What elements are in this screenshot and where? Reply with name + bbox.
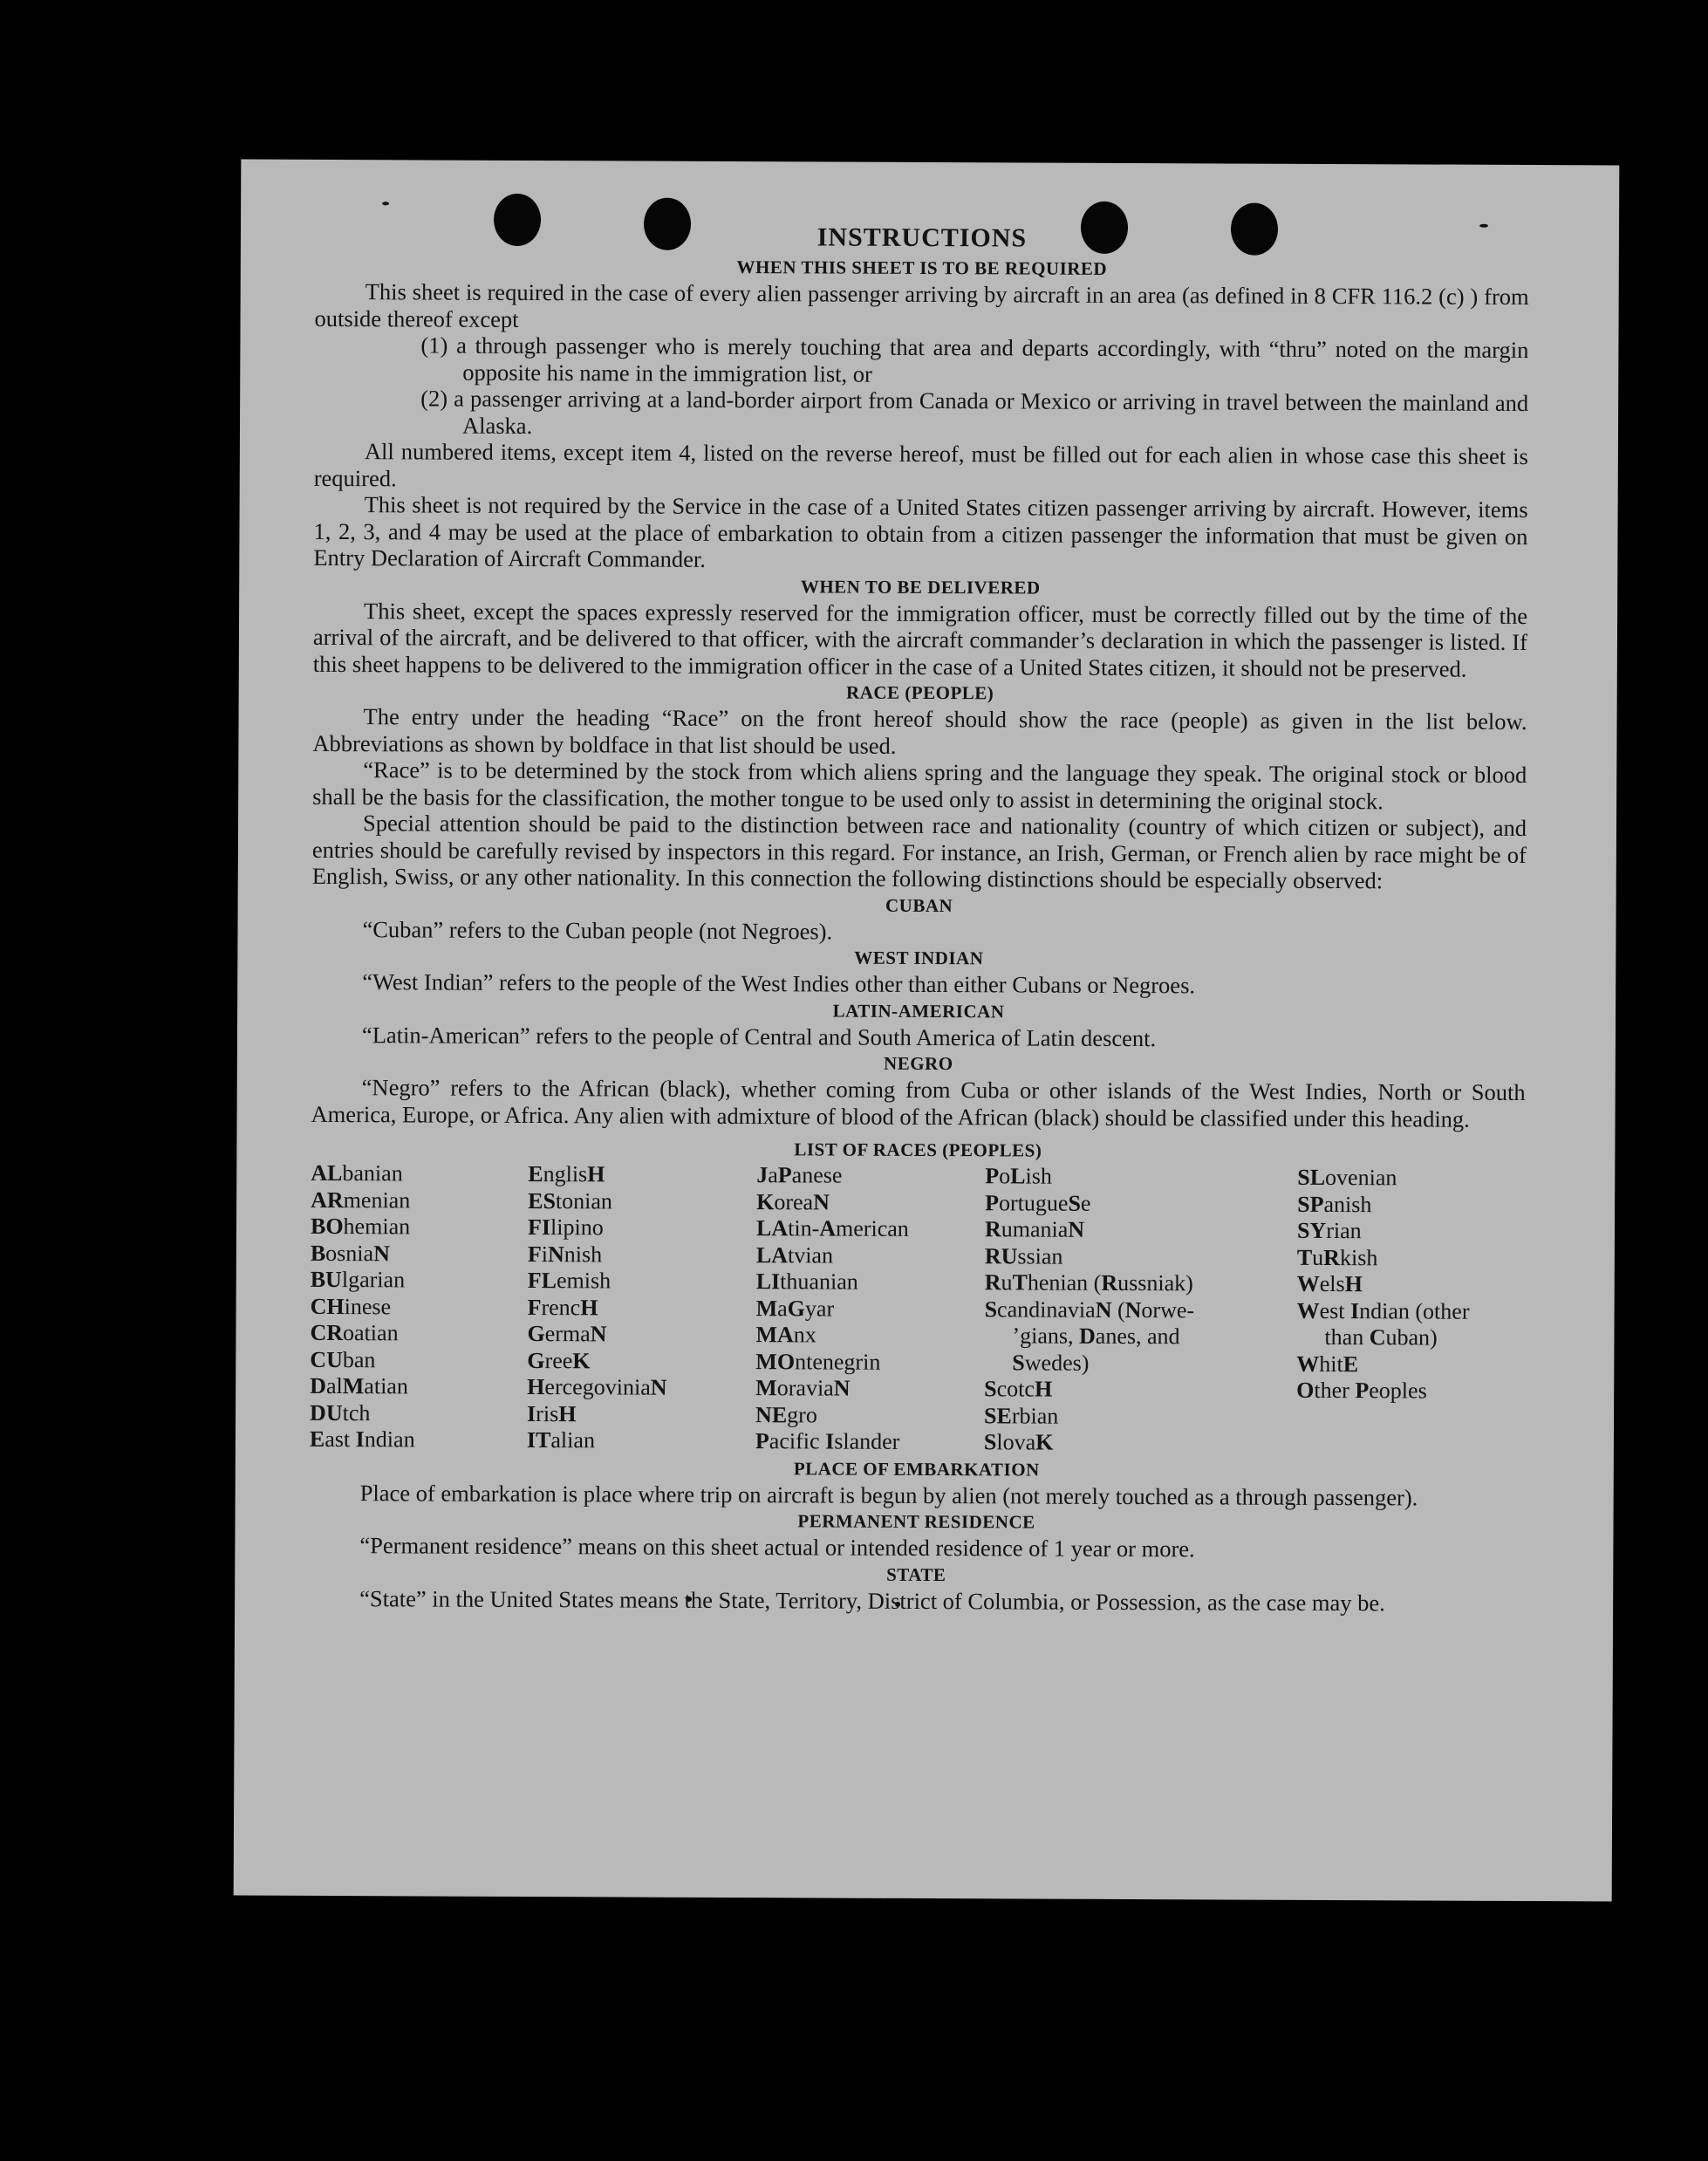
- race-entry: LAtin-American: [755, 1215, 909, 1241]
- list-item: (1) a through passenger who is merely touching that area and departs accordingly, with “thru” noted on the margin opposite his name in the immigration list, or: [420, 332, 1529, 387]
- race-entry: MAnx: [755, 1322, 816, 1348]
- race-entry: FrencH: [527, 1294, 598, 1320]
- race-entry: CRoatian: [310, 1319, 399, 1346]
- race-entry: IrisH: [527, 1400, 577, 1426]
- race-entry: BUlgarian: [310, 1266, 406, 1293]
- ink-speck: [382, 202, 389, 205]
- race-entry: NEgro: [755, 1401, 817, 1427]
- race-entry: FiNnish: [527, 1241, 603, 1267]
- race-entry: DalMatian: [310, 1372, 408, 1399]
- race-entry: BOhemian: [310, 1213, 411, 1240]
- races-column: [984, 1163, 1297, 1457]
- instructions-content: [309, 221, 1529, 1617]
- race-entry: ScotcH: [984, 1376, 1053, 1402]
- race-entry: TuRkish: [1296, 1244, 1378, 1270]
- race-entry: CUban: [310, 1346, 376, 1372]
- race-entry: LAtvian: [755, 1241, 834, 1269]
- section-heading: WEST INDIAN: [854, 947, 984, 969]
- race-entry: East Indian: [309, 1426, 415, 1453]
- race-entry: EnglisH: [528, 1161, 605, 1187]
- race-entry: RumaniaN: [984, 1216, 1085, 1242]
- race-entry: MaGyar: [755, 1295, 835, 1322]
- races-column: [1296, 1165, 1525, 1459]
- section-heading: STATE: [886, 1563, 946, 1585]
- section-heading: PLACE OF EMBARKATION: [793, 1457, 1040, 1481]
- paragraph: “West Indian” refers to the people of the West Indies other than either Cubans or Negroes.: [362, 968, 1196, 999]
- race-entry: JaPanese: [756, 1162, 843, 1188]
- race-entry: ALbanian: [311, 1159, 403, 1186]
- paragraph: “Race” is to be determined by the stock from which aliens spring and the language they speak. The original stock or blood shall be the basis for the classification, the mother tongue to be used only to assist in determining the original stock.: [312, 756, 1527, 814]
- race-entry: ScandinaviaN (Norwe-: [984, 1296, 1195, 1323]
- race-entry: GreeK: [527, 1347, 591, 1373]
- race-entry: SYrian: [1296, 1217, 1362, 1244]
- race-entry: PoLish: [985, 1163, 1052, 1189]
- race-entry: than Cuban): [1324, 1323, 1438, 1351]
- race-entry: SErbian: [984, 1402, 1059, 1429]
- section-heading: CUBAN: [885, 894, 953, 916]
- list-item: (2) a passenger arriving at a land-border airport from Canada or Mexico or arriving in travel between the mainland and Alaska.: [420, 385, 1529, 439]
- paragraph: “Cuban” refers to the Cuban people (not Negroes).: [362, 915, 833, 945]
- race-entry: ARmenian: [311, 1186, 411, 1213]
- race-entry: PortugueSe: [985, 1189, 1091, 1216]
- race-entry: SLovenian: [1297, 1164, 1397, 1191]
- race-entry: FIlipino: [527, 1214, 604, 1241]
- paragraph: The entry under the heading “Race” on the front hereof should show the race (people) as given in the list below. Abbreviations as shown by boldface in that list should be used.: [312, 703, 1527, 759]
- paragraph: “Latin-American” refers to the people of Central and South America of Latin descent.: [361, 1021, 1157, 1051]
- paragraph: All numbered items, except item 4, listed on the reverse hereof, must be filled out for each alien in whose case this sheet is required.: [313, 438, 1528, 491]
- races-column: [755, 1162, 985, 1456]
- race-entry: SPanish: [1297, 1191, 1372, 1217]
- race-entry: Other Peoples: [1296, 1377, 1427, 1404]
- paragraph: Place of embarkation is place where trip on aircraft is begun by alien (not merely touched as a through passenger).: [359, 1479, 1418, 1510]
- race-entry: GermaN: [527, 1321, 607, 1347]
- race-entry: BosniaN: [310, 1240, 390, 1266]
- race-entry: SlovaK: [983, 1429, 1054, 1455]
- race-entry: West Indian (other: [1296, 1297, 1470, 1324]
- race-entry: ’gians, Danes, and: [1012, 1323, 1180, 1350]
- races-list: [310, 1160, 1525, 1459]
- race-entry: Swedes): [1012, 1349, 1090, 1376]
- race-entry: DUtch: [310, 1399, 371, 1426]
- race-entry: EStonian: [528, 1187, 613, 1214]
- section-heading: LIST OF RACES (PEOPLES): [794, 1139, 1042, 1161]
- paragraph: This sheet is not required by the Service in the case of a United States citizen passenger arriving by aircraft. However, items 1, 2, 3, and 4 may be used at the place of embarkation to obtain from a citizen passenger the information that must be given on Entry Declaration of Aircraft Commander.: [313, 491, 1528, 572]
- race-entry: ITalian: [526, 1427, 596, 1453]
- race-entry: MoraviaN: [755, 1375, 851, 1401]
- document-sheet: [234, 160, 1620, 1902]
- races-column: [527, 1161, 756, 1455]
- paragraph: “State” in the United States means the State, Territory, District of Columbia, or Possession, as the case may be.: [359, 1584, 1385, 1616]
- race-entry: KoreaN: [756, 1188, 830, 1215]
- paragraph: Special attention should be paid to the distinction between race and nationality (country of which citizen or subject), and entries should be carefully revised by inspectors in this regard. For instance, an Irish, German, or French alien by race might be of English, Swiss, or any other nationality. In this connection the following distinctions should be especially observed:: [311, 810, 1527, 894]
- section-heading: WHEN TO BE DELIVERED: [800, 575, 1041, 598]
- section-heading: RACE (PEOPLE): [846, 681, 994, 704]
- races-column: [310, 1160, 528, 1454]
- race-entry: RuThenian (Russniak): [984, 1269, 1193, 1296]
- race-entry: Pacific Islander: [755, 1428, 900, 1454]
- race-entry: LIthuanian: [755, 1269, 858, 1295]
- race-entry: MOntenegrin: [755, 1348, 881, 1375]
- paragraph: “Permanent residence” means on this sheet actual or intended residence of 1 year or more.: [359, 1532, 1195, 1563]
- section-heading: NEGRO: [884, 1052, 953, 1075]
- paragraph: This sheet, except the spaces expressly reserved for the immigration officer, must be correctly filled out by the time of the arrival of the aircraft, and be delivered to that officer, with the aircraft commander’s declaration in which the passenger is listed. If this sheet happens to be delivered to the immigration officer in the case of a United States citizen, it should not be preserved.: [312, 597, 1528, 682]
- race-entry: HercegoviniaN: [527, 1374, 667, 1400]
- page-title: INSTRUCTIONS: [816, 222, 1028, 253]
- race-entry: FLemish: [527, 1268, 611, 1294]
- paragraph: “Negro” refers to the African (black), whether coming from Cuba or other islands of the West Indies, North or South America, Europe, or Africa. Any alien with admixture of blood of the African (black) should be classified under this heading.: [311, 1074, 1526, 1132]
- section-heading: WHEN THIS SHEET IS TO BE REQUIRED: [736, 256, 1108, 279]
- race-entry: RUssian: [984, 1242, 1063, 1269]
- race-entry: CHinese: [310, 1293, 392, 1319]
- paragraph: This sheet is required in the case of every alien passenger arriving by aircraft in an area (as defined in 8 CFR 116.2 (c) ) from outside thereof except: [314, 278, 1529, 332]
- race-entry: WhitE: [1296, 1351, 1359, 1377]
- race-entry: WelsH: [1296, 1270, 1363, 1297]
- section-heading: PERMANENT RESIDENCE: [797, 1510, 1035, 1533]
- section-heading: LATIN-AMERICAN: [832, 1000, 1005, 1022]
